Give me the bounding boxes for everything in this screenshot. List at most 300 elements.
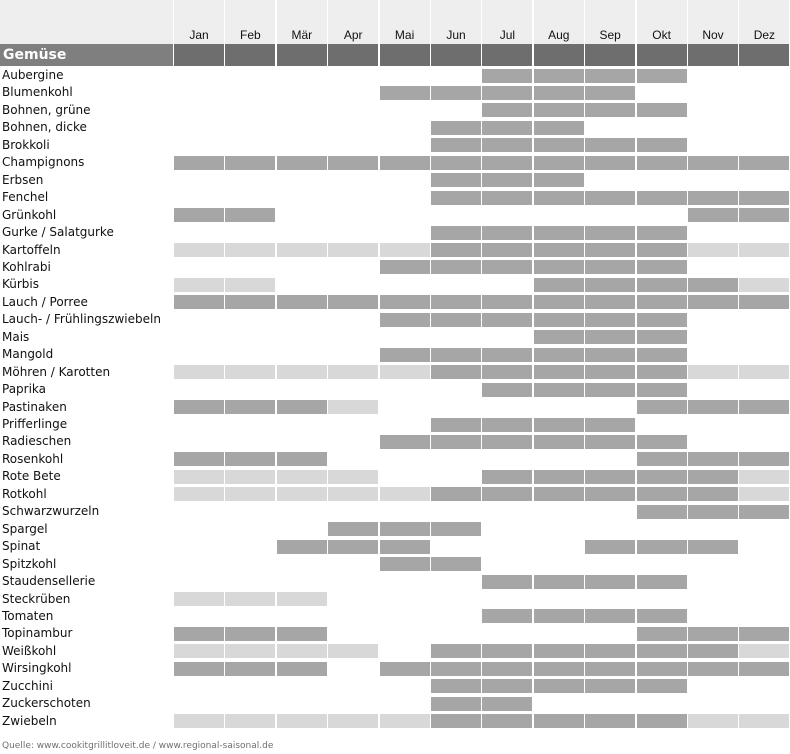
season-cell	[534, 662, 584, 676]
category-month-cell	[688, 44, 738, 66]
season-cell	[431, 418, 481, 432]
season-cell	[688, 400, 738, 414]
month-label: Mär	[291, 28, 313, 42]
season-cell	[225, 156, 275, 170]
season-cell	[585, 103, 635, 117]
category-month-cell	[431, 44, 481, 66]
season-cell	[585, 609, 635, 623]
season-cell	[534, 487, 584, 501]
storage-cell	[328, 400, 378, 414]
season-cell	[277, 662, 327, 676]
season-cell	[585, 191, 635, 205]
vegetable-name: Lauch- / Frühlingszwiebeln	[2, 312, 161, 327]
vegetable-name: Paprika	[2, 382, 47, 397]
season-cell	[534, 575, 584, 589]
season-cell	[534, 103, 584, 117]
season-cell	[637, 226, 687, 240]
season-cell	[380, 156, 430, 170]
season-cell	[585, 679, 635, 693]
vegetable-name: Spitzkohl	[2, 556, 57, 571]
season-cell	[431, 138, 481, 152]
month-label: Nov	[702, 28, 724, 42]
season-cell	[534, 365, 584, 379]
vegetable-name: Erbsen	[2, 172, 44, 187]
storage-cell	[277, 592, 327, 606]
season-cell	[277, 295, 327, 309]
season-cell	[482, 243, 532, 257]
season-cell	[328, 540, 378, 554]
season-cell	[534, 609, 584, 623]
season-cell	[688, 452, 738, 466]
storage-cell	[225, 644, 275, 658]
season-cell	[380, 435, 430, 449]
season-cell	[585, 243, 635, 257]
month-label: Jan	[189, 28, 209, 42]
season-cell	[482, 575, 532, 589]
storage-cell	[328, 365, 378, 379]
season-cell	[637, 679, 687, 693]
season-cell	[585, 348, 635, 362]
season-cell	[534, 330, 584, 344]
season-cell	[534, 435, 584, 449]
storage-cell	[225, 592, 275, 606]
vegetable-name: Bohnen, grüne	[2, 102, 91, 117]
season-cell	[431, 191, 481, 205]
season-cell	[585, 435, 635, 449]
category-month-cell	[482, 44, 532, 66]
season-cell	[380, 260, 430, 274]
season-cell	[585, 418, 635, 432]
season-cell	[174, 400, 224, 414]
storage-cell	[174, 470, 224, 484]
storage-cell	[225, 365, 275, 379]
season-cell	[534, 173, 584, 187]
season-cell	[482, 348, 532, 362]
storage-cell	[277, 365, 327, 379]
season-cell	[534, 679, 584, 693]
season-cell	[380, 348, 430, 362]
storage-cell	[174, 278, 224, 292]
season-cell	[637, 295, 687, 309]
season-cell	[637, 609, 687, 623]
category-month-cell	[277, 44, 327, 66]
season-cell	[534, 348, 584, 362]
storage-cell	[225, 243, 275, 257]
category-month-cell	[225, 44, 275, 66]
season-cell	[534, 418, 584, 432]
vegetable-name: Champignons	[2, 155, 85, 170]
season-cell	[688, 208, 738, 222]
season-cell	[739, 505, 789, 519]
season-cell	[739, 400, 789, 414]
season-cell	[534, 138, 584, 152]
storage-cell	[328, 470, 378, 484]
storage-cell	[328, 714, 378, 728]
season-cell	[585, 278, 635, 292]
season-cell	[534, 313, 584, 327]
season-cell	[277, 627, 327, 641]
season-cell	[637, 191, 687, 205]
season-cell	[637, 348, 687, 362]
season-cell	[277, 452, 327, 466]
vegetable-name: Radieschen	[2, 434, 72, 449]
season-cell	[534, 714, 584, 728]
storage-cell	[174, 365, 224, 379]
season-cell	[482, 121, 532, 135]
vegetable-name: Lauch / Porree	[2, 294, 88, 309]
season-cell	[174, 156, 224, 170]
month-label: Jun	[446, 28, 466, 42]
season-cell	[482, 714, 532, 728]
storage-cell	[174, 644, 224, 658]
storage-cell	[380, 714, 430, 728]
season-cell	[482, 435, 532, 449]
season-cell	[482, 69, 532, 83]
storage-cell	[174, 487, 224, 501]
season-cell	[739, 627, 789, 641]
season-cell	[482, 138, 532, 152]
season-cell	[225, 295, 275, 309]
season-cell	[482, 173, 532, 187]
storage-cell	[739, 714, 789, 728]
season-cell	[534, 278, 584, 292]
season-cell	[431, 226, 481, 240]
season-cell	[380, 522, 430, 536]
vegetable-name: Kohlrabi	[2, 259, 51, 274]
season-cell	[688, 627, 738, 641]
season-cell	[534, 86, 584, 100]
vegetable-name: Staudensellerie	[2, 574, 96, 589]
season-cell	[482, 418, 532, 432]
season-cell	[637, 69, 687, 83]
vegetable-name: Grünkohl	[2, 207, 57, 222]
season-cell	[225, 208, 275, 222]
season-cell	[534, 295, 584, 309]
season-cell	[482, 260, 532, 274]
season-cell	[585, 86, 635, 100]
season-cell	[482, 662, 532, 676]
season-cell	[585, 260, 635, 274]
season-cell	[585, 365, 635, 379]
storage-cell	[225, 278, 275, 292]
season-cell	[585, 470, 635, 484]
season-cell	[328, 522, 378, 536]
vegetable-name: Rote Bete	[2, 469, 61, 484]
season-cell	[534, 644, 584, 658]
season-cell	[637, 138, 687, 152]
season-cell	[637, 540, 687, 554]
month-label: Jul	[499, 28, 516, 42]
season-cell	[431, 173, 481, 187]
season-cell	[585, 295, 635, 309]
season-cell	[637, 400, 687, 414]
storage-cell	[328, 644, 378, 658]
season-cell	[585, 156, 635, 170]
season-cell	[637, 243, 687, 257]
vegetable-name: Weißkohl	[2, 643, 57, 658]
season-cell	[431, 86, 481, 100]
storage-cell	[739, 487, 789, 501]
season-cell	[482, 365, 532, 379]
season-cell	[225, 452, 275, 466]
month-label: Sep	[599, 28, 621, 42]
season-cell	[637, 365, 687, 379]
season-cell	[585, 487, 635, 501]
vegetable-name: Rotkohl	[2, 486, 47, 501]
storage-cell	[688, 714, 738, 728]
season-cell	[534, 156, 584, 170]
season-cell	[431, 260, 481, 274]
season-cell	[637, 470, 687, 484]
season-cell	[688, 278, 738, 292]
month-label: Aug	[548, 28, 570, 42]
season-cell	[688, 487, 738, 501]
season-cell	[688, 644, 738, 658]
season-cell	[534, 191, 584, 205]
storage-cell	[739, 243, 789, 257]
season-cell	[585, 69, 635, 83]
vegetable-name: Spinat	[2, 539, 41, 554]
season-cell	[482, 295, 532, 309]
season-cell	[637, 103, 687, 117]
storage-cell	[277, 644, 327, 658]
storage-cell	[328, 243, 378, 257]
season-cell	[174, 662, 224, 676]
season-cell	[431, 662, 481, 676]
season-cell	[482, 383, 532, 397]
season-cell	[637, 644, 687, 658]
vegetable-name: Schwarzwurzeln	[2, 504, 100, 519]
season-cell	[739, 191, 789, 205]
season-cell	[739, 156, 789, 170]
season-cell	[431, 557, 481, 571]
season-cell	[482, 470, 532, 484]
category-month-cell	[328, 44, 378, 66]
category-month-cell	[380, 44, 430, 66]
season-cell	[482, 644, 532, 658]
storage-cell	[380, 365, 430, 379]
vegetable-name: Fenchel	[2, 190, 49, 205]
season-cell	[688, 295, 738, 309]
vegetable-name: Kartoffeln	[2, 242, 61, 257]
season-cell	[482, 191, 532, 205]
category-month-cell	[585, 44, 635, 66]
season-cell	[585, 575, 635, 589]
season-cell	[431, 348, 481, 362]
season-cell	[482, 313, 532, 327]
season-cell	[482, 609, 532, 623]
season-cell	[739, 452, 789, 466]
vegetable-name: Möhren / Karotten	[2, 364, 111, 379]
season-cell	[637, 330, 687, 344]
storage-cell	[277, 243, 327, 257]
season-cell	[328, 156, 378, 170]
vegetable-name: Mangold	[2, 347, 54, 362]
season-cell	[534, 383, 584, 397]
season-cell	[174, 295, 224, 309]
season-cell	[637, 487, 687, 501]
season-cell	[174, 627, 224, 641]
season-cell	[380, 557, 430, 571]
season-cell	[380, 295, 430, 309]
season-cell	[585, 714, 635, 728]
vegetable-name: Mais	[2, 329, 30, 344]
vegetable-name: Prifferlinge	[2, 417, 68, 431]
season-cell	[431, 243, 481, 257]
season-cell	[637, 627, 687, 641]
season-cell	[482, 679, 532, 693]
storage-cell	[225, 714, 275, 728]
season-cell	[431, 295, 481, 309]
source-footer: Quelle: www.cookitgrillitloveit.de / www.regional-saisonal.de	[2, 741, 274, 751]
season-cell	[431, 644, 481, 658]
season-cell	[380, 313, 430, 327]
season-cell	[534, 260, 584, 274]
season-cell	[688, 662, 738, 676]
season-cell	[431, 679, 481, 693]
season-cell	[482, 697, 532, 711]
season-cell	[739, 208, 789, 222]
season-cell	[482, 156, 532, 170]
season-cell	[277, 400, 327, 414]
season-cell	[688, 156, 738, 170]
season-cell	[174, 208, 224, 222]
vegetable-name: Kürbis	[2, 277, 40, 292]
season-cell	[585, 644, 635, 658]
season-cell	[431, 435, 481, 449]
month-label: Okt	[652, 28, 671, 42]
vegetable-name: Rosenkohl	[2, 451, 64, 466]
vegetable-name: Tomaten	[2, 608, 54, 623]
category-month-cell	[534, 44, 584, 66]
season-cell	[482, 487, 532, 501]
season-cell	[637, 435, 687, 449]
vegetable-name: Spargel	[2, 521, 48, 536]
storage-cell	[174, 243, 224, 257]
season-cell	[637, 278, 687, 292]
vegetable-name: Brokkoli	[2, 137, 50, 152]
season-cell	[637, 313, 687, 327]
storage-cell	[174, 592, 224, 606]
season-cell	[585, 313, 635, 327]
category-title: Gemüse	[3, 47, 67, 63]
storage-cell	[277, 714, 327, 728]
vegetable-name: Pastinaken	[2, 399, 67, 414]
season-cell	[431, 365, 481, 379]
vegetable-name: Zuckerschoten	[2, 696, 91, 711]
season-cell	[637, 452, 687, 466]
vegetable-name: Zwiebeln	[2, 713, 57, 728]
category-month-cell	[739, 44, 789, 66]
season-cell	[174, 452, 224, 466]
storage-cell	[688, 365, 738, 379]
season-cell	[585, 383, 635, 397]
season-cell	[688, 540, 738, 554]
season-cell	[637, 505, 687, 519]
category-month-cell	[174, 44, 224, 66]
vegetable-name: Aubergine	[2, 68, 64, 82]
storage-cell	[739, 278, 789, 292]
storage-cell	[739, 365, 789, 379]
season-cell	[534, 226, 584, 240]
vegetable-name: Steckrüben	[2, 591, 71, 606]
storage-cell	[380, 487, 430, 501]
storage-cell	[739, 644, 789, 658]
season-cell	[637, 575, 687, 589]
season-cell	[431, 313, 481, 327]
season-cell	[225, 627, 275, 641]
vegetable-name: Wirsingkohl	[2, 661, 72, 676]
header-corner	[0, 0, 173, 44]
season-cell	[585, 226, 635, 240]
season-cell	[482, 226, 532, 240]
month-label: Apr	[343, 28, 363, 42]
storage-cell	[277, 470, 327, 484]
season-cell	[739, 295, 789, 309]
season-cell	[637, 383, 687, 397]
season-cell	[277, 540, 327, 554]
season-cell	[585, 138, 635, 152]
month-label: Dez	[753, 28, 776, 42]
season-cell	[380, 662, 430, 676]
storage-cell	[328, 487, 378, 501]
season-cell	[534, 121, 584, 135]
season-cell	[225, 662, 275, 676]
season-cell	[431, 714, 481, 728]
season-cell	[688, 470, 738, 484]
season-cell	[380, 540, 430, 554]
season-cell	[482, 103, 532, 117]
storage-cell	[225, 487, 275, 501]
season-cell	[585, 330, 635, 344]
storage-cell	[225, 470, 275, 484]
season-cell	[482, 86, 532, 100]
month-label: Mai	[394, 28, 415, 42]
vegetable-name: Blumenkohl	[2, 85, 73, 100]
vegetable-name: Topinambur	[2, 626, 73, 641]
season-cell	[431, 697, 481, 711]
vegetable-name: Bohnen, dicke	[2, 120, 87, 135]
season-cell	[637, 260, 687, 274]
season-cell	[277, 156, 327, 170]
storage-cell	[380, 243, 430, 257]
season-cell	[328, 295, 378, 309]
season-cell	[431, 156, 481, 170]
season-cell	[225, 400, 275, 414]
storage-cell	[277, 487, 327, 501]
season-cell	[380, 86, 430, 100]
vegetable-name: Gurke / Salatgurke	[2, 225, 114, 240]
season-cell	[637, 156, 687, 170]
storage-cell	[174, 714, 224, 728]
season-cell	[585, 662, 635, 676]
season-cell	[534, 243, 584, 257]
storage-cell	[688, 243, 738, 257]
season-cell	[637, 662, 687, 676]
season-cell	[637, 714, 687, 728]
season-cell	[739, 662, 789, 676]
season-cell	[534, 69, 584, 83]
season-cell	[688, 191, 738, 205]
season-cell	[585, 540, 635, 554]
category-month-cell	[637, 44, 687, 66]
storage-cell	[739, 470, 789, 484]
season-cell	[431, 121, 481, 135]
season-cell	[431, 522, 481, 536]
month-label: Feb	[240, 28, 261, 42]
vegetable-name: Zucchini	[2, 678, 53, 693]
season-cell	[431, 487, 481, 501]
